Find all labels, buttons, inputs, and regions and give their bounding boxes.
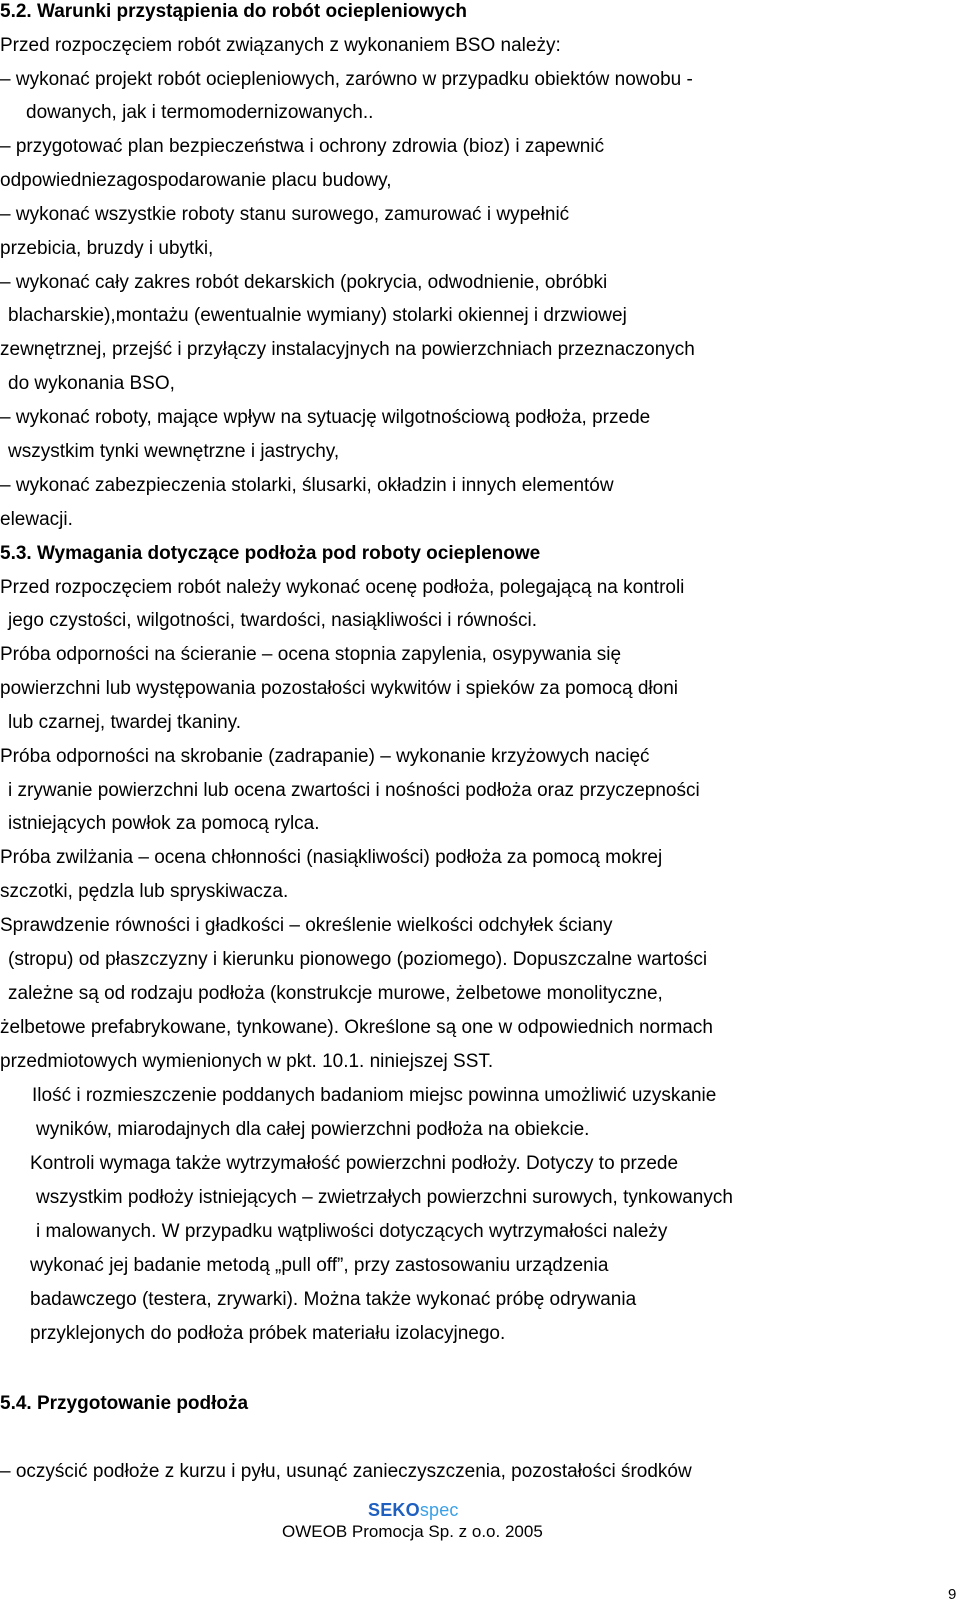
text-line: – wykonać zabezpieczenia stolarki, ślusarki, okładzin i innych elementów [0,475,614,496]
text-line: Sprawdzenie równości i gładkości – określenie wielkości odchyłek ściany [0,915,613,936]
text-line: wszystkim podłoży istniejących – zwietrzałych powierzchni surowych, tynkowanych [36,1187,733,1208]
text-line: Próba odporności na skrobanie (zadrapanie) – wykonanie krzyżowych nacięć [0,746,650,767]
text-line: zależne są od rodzaju podłoża (konstrukcje murowe, żelbetowe monolityczne, [8,983,663,1004]
text-line: lub czarnej, twardej tkaniny. [8,712,242,733]
text-line: przyklejonych do podłoża próbek materiału izolacyjnego. [30,1323,506,1344]
text-line: i zrywanie powierzchni lub ocena zwartości i nośności podłoża oraz przyczepności [8,780,700,801]
text-line: – oczyścić podłoże z kurzu i pyłu, usunąć zanieczyszczenia, pozostałości środków [0,1461,692,1482]
logo-text-seko: SEKO [368,1500,420,1520]
text-line: badawczego (testera, zrywarki). Można także wykonać próbę odrywania [30,1289,637,1310]
section-heading: 5.2. Warunki przystąpienia do robót ociepleniowych [0,1,467,22]
page-number: 9 [948,1586,957,1603]
text-line: dowanych, jak i termomodernizowanych.. [26,102,374,123]
footer-text: OWEOB Promocja Sp. z o.o. 2005 [282,1522,543,1541]
text-line: – wykonać roboty, mające wpływ na sytuację wilgotnościową podłoża, przede [0,407,651,428]
text-line: wyników, miarodajnych dla całej powierzchni podłoża na obiekcie. [36,1119,590,1140]
text-line: Kontroli wymaga także wytrzymałość powierzchni podłoży. Dotyczy to przede [30,1153,679,1174]
text-line: – wykonać wszystkie roboty stanu surowego, zamurować i wypełnić [0,204,570,225]
text-line: Próba odporności na ścieranie – ocena stopnia zapylenia, osypywania się [0,644,622,665]
text-line: Ilość i rozmieszczenie poddanych badaniom miejsc powinna umożliwić uzyskanie [32,1085,717,1106]
text-line: – wykonać cały zakres robót dekarskich (pokrycia, odwodnienie, obróbki [0,272,608,293]
logo-text-spec: spec [419,1500,459,1520]
text-line: istniejących powłok za pomocą rylca. [8,813,320,834]
text-line: (stropu) od płaszczyzny i kierunku pionowego (poziomego). Dopuszczalne wartości [8,949,708,970]
text-line: żelbetowe prefabrykowane, tynkowane). Określone są one w odpowiednich normach [0,1017,713,1038]
text-line: przebicia, bruzdy i ubytki, [0,238,214,259]
text-line: wszystkim tynki wewnętrzne i jastrychy, [8,441,340,462]
text-line: blacharskie),montażu (ewentualnie wymiany) stolarki okiennej i drzwiowej [8,305,627,326]
text-line: szczotki, pędzla lub spryskiwacza. [0,881,289,902]
text-line: elewacji. [0,509,73,530]
text-line: zewnętrznej, przejść i przyłączy instalacyjnych na powierzchniach przeznaczonych [0,339,695,360]
text-line: Przed rozpoczęciem robót należy wykonać ocenę podłoża, polegającą na kontroli [0,577,685,598]
text-line: przedmiotowych wymienionych w pkt. 10.1. niniejszej SST. [0,1051,494,1072]
text-line: Próba zwilżania – ocena chłonności (nasiąkliwości) podłoża za pomocą mokrej [0,847,663,868]
section-heading: 5.4. Przygotowanie podłoża [0,1393,249,1414]
text-line: powierzchni lub występowania pozostałości wykwitów i spieków za pomocą dłoni [0,678,678,699]
section-heading: 5.3. Wymagania dotyczące podłoża pod roboty ocieplenowe [0,543,541,564]
text-line: do wykonania BSO, [8,373,175,394]
text-line: – wykonać projekt robót ociepleniowych, zarówno w przypadku obiektów nowobu - [0,69,693,90]
text-line: jego czystości, wilgotności, twardości, nasiąkliwości i równości. [8,610,538,631]
sekospec-logo [368,1500,459,1521]
text-line: wykonać jej badanie metodą „pull off”, przy zastosowaniu urządzenia [30,1255,609,1276]
text-line: odpowiedniezagospodarowanie placu budowy, [0,170,392,191]
text-line: – przygotować plan bezpieczeństwa i ochrony zdrowia (bioz) i zapewnić [0,136,605,157]
text-line: Przed rozpoczęciem robót związanych z wykonaniem BSO należy: [0,35,561,56]
text-line: i malowanych. W przypadku wątpliwości dotyczących wytrzymałości należy [36,1221,668,1242]
